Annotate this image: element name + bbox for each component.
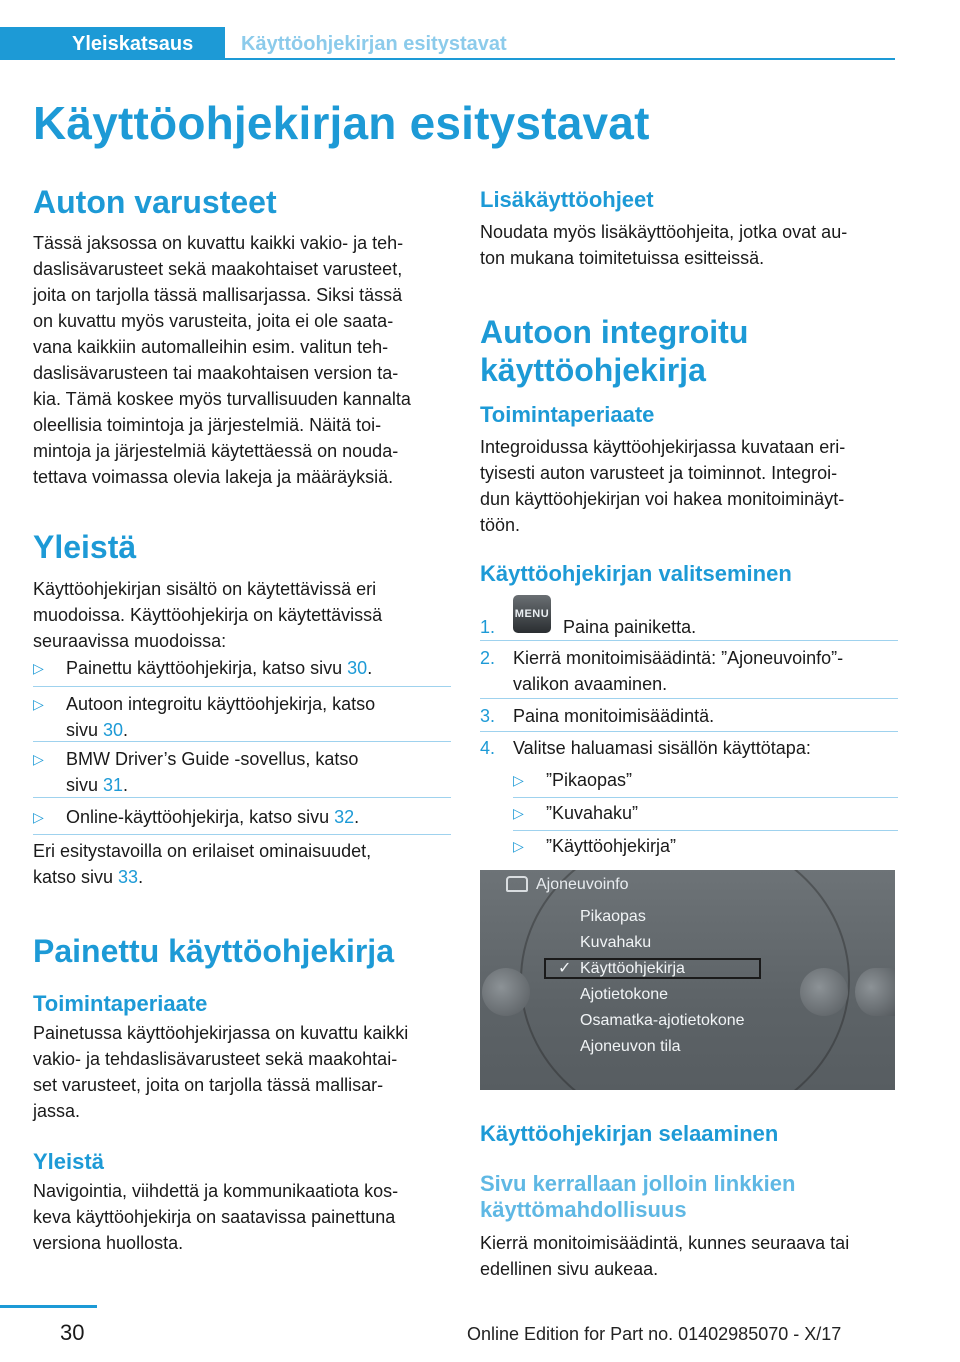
subheading-sivu-kerrallaan: Sivu kerrallaan jolloin linkkien käyttömahdollisuus <box>480 1171 796 1222</box>
menu-button-icon: MENU <box>513 595 551 633</box>
header-tabs <box>0 27 895 63</box>
screen-menu-item-selected: Käyttöohjekirja <box>580 960 685 977</box>
heading-autoon-integroitu: Autoon integroitu käyttöohjekirja <box>480 314 749 388</box>
car-info-icon <box>506 876 528 892</box>
controller-left-icon <box>482 968 530 1016</box>
page-link[interactable]: 30 <box>347 658 368 678</box>
triangle-bullet-icon: ▷ <box>33 809 44 825</box>
controller-right-icon <box>800 968 848 1016</box>
controller-edge-icon <box>855 968 895 1016</box>
divider <box>513 797 898 798</box>
paragraph-esitystavat: Eri esitystavoilla on erilaiset ominaisuudet, katso sivu 33. <box>33 841 372 887</box>
tab-section[interactable] <box>0 27 225 60</box>
divider <box>513 830 898 831</box>
subheading-valitseminen: Käyttöohjekirjan valitseminen <box>480 561 792 586</box>
footer-rule <box>0 1305 97 1308</box>
triangle-bullet-icon: ▷ <box>33 696 44 712</box>
page-link[interactable]: 33 <box>118 867 139 887</box>
paragraph-selaaminen: Kierrä monitoimisäädintä, kunnes seuraava tai edellinen sivu aukeaa. <box>480 1233 850 1279</box>
subheading-toimintaperiaate: Toimintaperiaate <box>480 402 655 427</box>
paragraph-lisakayttoohjeet: Noudata myös lisäkäyttöohjeita, jotka ovat au- ton mukana toimitetuissa esitteissä. <box>480 222 848 268</box>
screen-title: Ajoneuvoinfo <box>536 876 629 893</box>
screen-menu-item: Ajotietokone <box>580 986 669 1003</box>
page-number: 30 <box>60 1320 85 1345</box>
subheading-lisakayttoohjeet: Lisäkäyttöohjeet <box>480 187 654 212</box>
subheading-toimintaperiaate: Toimintaperiaate <box>33 991 208 1016</box>
tab-section-label: Yleiskatsaus <box>72 33 194 55</box>
page-link[interactable]: 31 <box>103 775 124 795</box>
paragraph-integroitu-toimintaperiaate: Integroidussa käyttöohjekirjassa kuvataan eri- tyisesti auton varusteet ja toiminnot. Integroi- dun käyttöohjekirjan voi hakea monitoiminäyt- töön. <box>480 437 846 535</box>
divider <box>33 741 451 742</box>
screen-menu-item: Osamatka-ajotietokone <box>580 1012 745 1029</box>
heading-painettu: Painettu käyttöohjekirja <box>33 933 394 969</box>
page-link[interactable]: 30 <box>103 720 124 740</box>
idrive-screen-illustration <box>480 870 895 1090</box>
edition-note: Online Edition for Part no. 01402985070 - X/17 <box>467 1324 842 1344</box>
divider <box>33 797 451 798</box>
triangle-bullet-icon: ▷ <box>513 805 524 821</box>
paragraph-auton-varusteet: Tässä jaksossa on kuvattu kaikki vakio- ja teh- daslisävarusteet sekä maakohtaiset varusteet, joita on tarjolla tässä mallisarjassa. Siksi tässä on kuvattu myös varusteita, joita ei ole saata- vana kaikkiin automalleihin esim. valitun teh- daslisävarusteen tai maakohtaisen version ta- kia. Tämä koskee myös turvallisuuden kannalta oleellisia toimintoja ja järjestelmiä. Näitä toi- mintoja ja järjestelmiä käytettäessä on nouda- tettava voimassa olevia lakeja ja määräyksiä. <box>33 233 411 487</box>
divider <box>480 698 898 699</box>
screen-menu-item: Kuvahaku <box>580 934 652 951</box>
header-rule <box>225 58 895 60</box>
screen-menu-item: Ajoneuvon tila <box>580 1038 681 1055</box>
divider <box>480 731 898 732</box>
triangle-bullet-icon: ▷ <box>513 772 524 788</box>
triangle-bullet-icon: ▷ <box>33 751 44 767</box>
screen-arc <box>520 870 850 1090</box>
checkmark-icon: ✓ <box>558 960 572 977</box>
tab-current-chapter[interactable]: Käyttöohjekirjan esitystavat <box>241 33 507 55</box>
subheading-yleista: Yleistä <box>33 1149 104 1174</box>
paragraph-painettu-yleista: Navigointia, viihdettä ja kommunikaatiota kos- keva käyttöohjekirja on saatavissa painettuna versiona huollosta. <box>33 1181 399 1253</box>
triangle-bullet-icon: ▷ <box>33 660 44 676</box>
divider <box>480 640 898 641</box>
paragraph-painettu-toimintaperiaate: Painetussa käyttöohjekirjassa on kuvattu kaikki vakio- ja tehdaslisävarusteet sekä maakohtai- set varusteet, joita on tarjolla tässä mallisar- jassa. <box>33 1023 409 1121</box>
triangle-bullet-icon: ▷ <box>513 838 524 854</box>
heading-yleista: Yleistä <box>33 529 137 565</box>
page-link[interactable]: 32 <box>334 807 355 827</box>
divider <box>33 686 451 687</box>
heading-auton-varusteet: Auton varusteet <box>33 184 277 220</box>
divider <box>33 834 451 835</box>
subheading-selaaminen: Käyttöohjekirjan selaaminen <box>480 1121 779 1146</box>
screen-menu-item: Pikaopas <box>580 908 646 925</box>
paragraph-yleista: Käyttöohjekirjan sisältö on käytettävissä eri muodoissa. Käyttöohjekirja on käytettävissä seuraavissa muodoissa: <box>33 579 383 651</box>
page-title: Käyttöohjekirjan esitystavat <box>33 97 650 149</box>
